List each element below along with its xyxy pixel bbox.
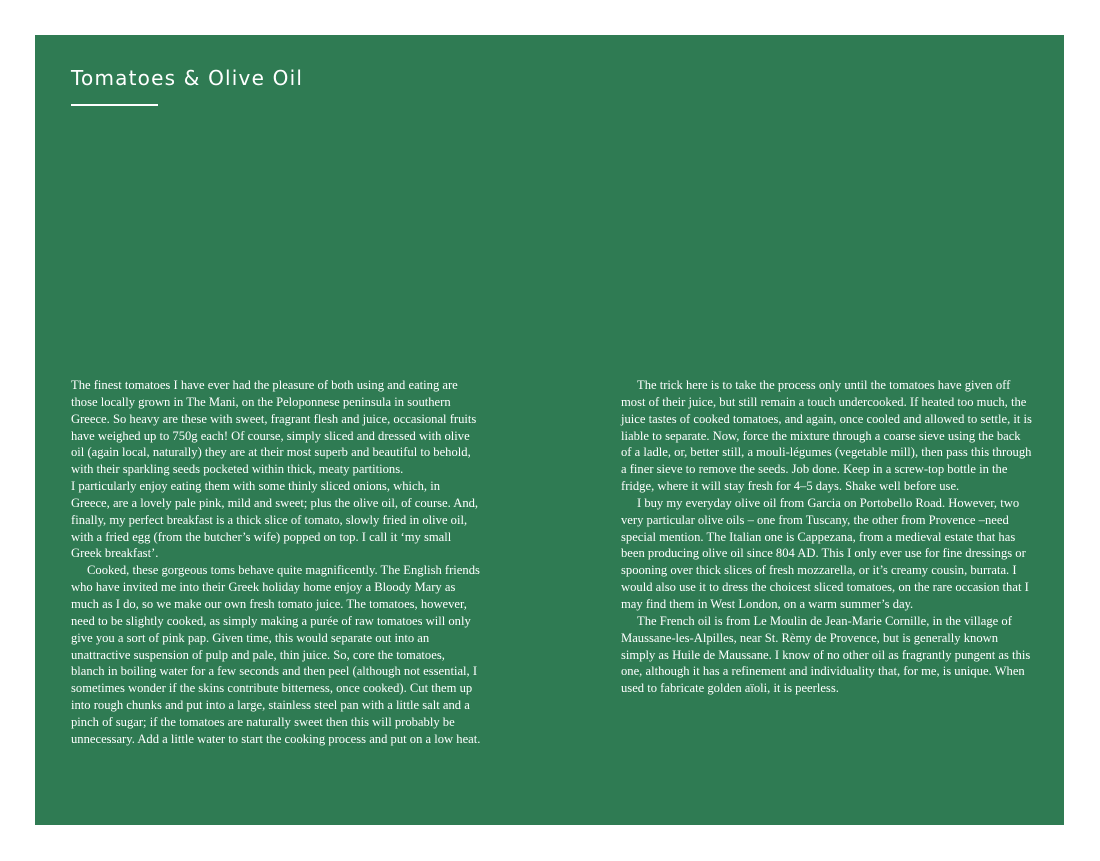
paragraph: I buy my everyday olive oil from Garcia on Portobello Road. However, two very particular olive oils – one from Tuscany, the other from Provence –need special mention. The Italian one is Cappezana, from a medieval estate that has been producing olive oil since 804 AD. This I only ever use for fine dressings or spooning over thick slices of fresh mozzarella, or it’s creamy cousin, burrata. I would also use it to dress the choicest sliced tomatoes, on the rare occasion that I may find them in West London, on a warm summer’s day. — [621, 495, 1029, 611]
left-text-column — [71, 377, 481, 748]
page-spread — [35, 35, 1064, 825]
title-underline — [71, 104, 158, 106]
page-title: Tomatoes & Olive Oil — [71, 66, 304, 90]
paragraph: Cooked, these gorgeous toms behave quite magnificently. The English friends who have invited me into their Greek holiday home enjoy a Bloody Mary as much as I do, so we make our own fresh tomato juice. The tomatoes, however, need to be slightly cooked, as simply making a purée of raw tomatoes will only give you a sort of pink pap. Given time, this would separate out into an unattractive suspension of pulp and pale, thin juice. So, core the tomatoes, blanch in boiling water for a few seconds and then peel (although not essential, I sometimes wonder if the skins contribute bitterness, once cooked). Cut them up into rough chunks and put into a large, stainless steel pan with a little salt and a pinch of sugar; if the tomatoes are naturally sweet then this will probably be unnecessary. Add a little water to start the cooking process and put on a low heat. — [71, 563, 481, 746]
paragraph: The French oil is from Le Moulin de Jean-Marie Cornille, in the village of Maussane-les-Alpilles, near St. Rèmy de Provence, but is generally known simply as Huile de Maussane. I know of no other oil as fragrantly pungent as this one, although it has a refinement and individuality that, for me, is unique. When used to fabricate golden aïoli, it is peerless. — [621, 613, 1031, 696]
right-text-column — [621, 377, 1033, 697]
paragraph: I particularly enjoy eating them with some thinly sliced onions, which, in Greece, are a lovely pale pink, mild and sweet; plus the olive oil, of course. And, finally, my perfect breakfast is a thick slice of tomato, slowly fried in olive oil, with a fried egg (from the butcher’s wife) popped on top. I call it ‘my small Greek breakfast’. — [71, 479, 479, 561]
paragraph: The trick here is to take the process only until the tomatoes have given off most of their juice, but still remain a touch undercooked. If heated too much, the juice tastes of cooked tomatoes, and again, once cooled and allowed to settle, it is liable to separate. Now, force the mixture through a coarse sieve using the back of a ladle, or, better still, a mouli-légumes (vegetable mill), then pass this through a finer sieve to remove the seeds. Job done. Keep in a screw-top bottle in the fridge, where it will stay fresh for 4–5 days. Shake well before use. — [621, 378, 1032, 494]
paragraph: The finest tomatoes I have ever had the pleasure of both using and eating are those locally grown in The Mani, on the Peloponnese peninsula in southern Greece. So heavy are these with sweet, fragrant flesh and juice, occasional fruits have weighed up to 750g each! Of course, simply sliced and dressed with olive oil (again local, naturally) they are at their most superb and beautiful to behold, with their sparkling seeds pocketed within thick, meaty partitions. — [71, 378, 477, 477]
